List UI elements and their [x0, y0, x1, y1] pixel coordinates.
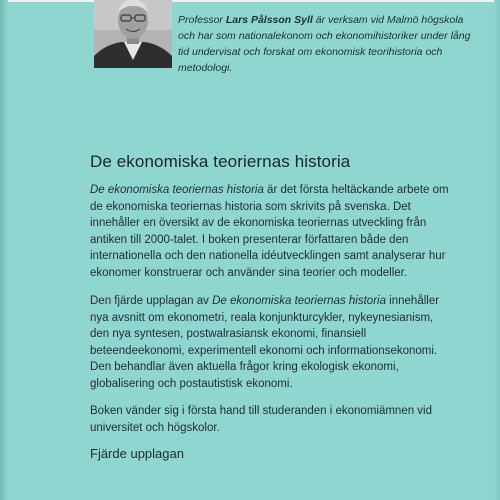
left-edge-shadow [0, 0, 8, 500]
paragraph-1-text: är det första heltäckande arbete om de ekonomiska teoriernas historia som skrivits på svenska. Det innehåller en översikt av de ekonomiska teoriernas utveckling från antiken till 2000-talet. I boken presenterar författaren både den internationella och den nationella idéutvecklingen samt analyserar hur ekonomer konstruerar och använder sina teorier och modeller. [90, 184, 449, 279]
right-edge-shadow [494, 0, 500, 500]
author-bio-prefix: Professor [178, 14, 226, 26]
author-name: Lars Pålsson Syll [225, 14, 313, 26]
author-bio [178, 12, 478, 76]
top-border [0, 0, 500, 2]
description-paragraph-2 [90, 293, 450, 392]
paragraph-2-intro: Den fjärde upplagan av [90, 295, 213, 307]
book-title: De ekonomiska teoriernas historia [90, 152, 351, 171]
paragraph-1-title-ref: De ekonomiska teoriernas historia [90, 184, 264, 196]
author-portrait-icon [94, 0, 172, 68]
paragraph-2-text: innehåller nya avsnitt om ekonometri, reala konjunkturcykler, nykeynesianism, den nya syntesen, postwalrasiansk ekonomi, finansiell beteendeekonomi, experimentell ekonomi och informationsekonomi. Den behandlar även aktuella frågor kring ekologisk ekonomi, globalisering och postautistisk ekonomi. [90, 295, 440, 390]
description-paragraph-1 [90, 182, 450, 281]
paragraph-2-title-ref: De ekonomiska teoriernas historia [212, 295, 386, 307]
author-photo [94, 0, 172, 68]
author-bio-text: är verksam vid Malmö högskola och har som nationalekonom och ekonomihistoriker under lång tid undervisat och forskat om ekonomisk teorihistoria och metodologi. [178, 14, 471, 74]
edition-label: Fjärde upplagan [90, 446, 184, 461]
description-paragraph-3: Boken vänder sig i första hand till studeranden i ekonomiämnen vid universitet och högskolor. [90, 405, 433, 434]
